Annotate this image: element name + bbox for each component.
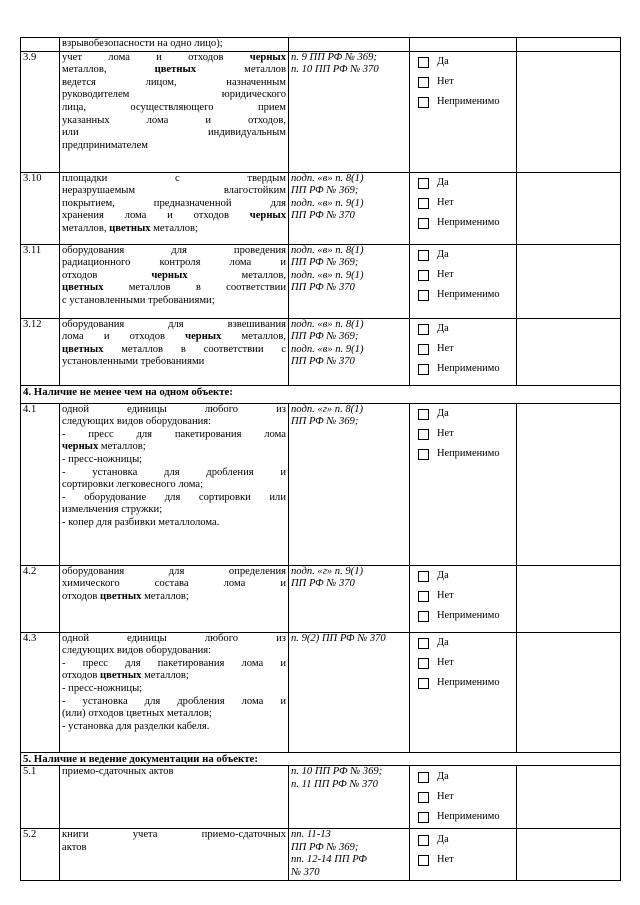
- requirement-text: учет лома и отходов черных металлов, цветных металлов ведется лицом, назначенным руководителем юридического лица, осуществляющего прием указанных лома и отходов, или индивидуальным предпринимателем: [60, 51, 289, 172]
- legal-reference: п. 9(2) ПП РФ № 370: [289, 632, 410, 752]
- checkbox-icon[interactable]: [418, 678, 429, 689]
- table-row: [21, 244, 621, 318]
- checkbox-icon[interactable]: [418, 344, 429, 355]
- checkbox-icon[interactable]: [418, 772, 429, 783]
- legal-reference: п. 10 ПП РФ № 369; п. 11 ПП РФ № 370: [289, 766, 410, 829]
- option-no[interactable]: Нет: [412, 787, 514, 807]
- checkbox-icon[interactable]: [418, 178, 429, 189]
- notes-cell[interactable]: [517, 318, 621, 385]
- option-no[interactable]: Нет: [412, 73, 514, 93]
- answer-options: [410, 244, 517, 318]
- row-number: 4.2: [21, 565, 60, 632]
- section-header-row: [21, 752, 621, 766]
- notes-cell: [517, 38, 621, 52]
- legal-reference: п. 9 ПП РФ № 369; п. 10 ПП РФ № 370: [289, 51, 410, 172]
- checkbox-icon[interactable]: [418, 611, 429, 622]
- option-yes[interactable]: Да: [412, 830, 514, 850]
- checkbox-icon[interactable]: [418, 449, 429, 460]
- option-no[interactable]: Нет: [412, 425, 514, 445]
- option-not-applicable[interactable]: Неприменимо: [412, 674, 514, 694]
- table-row: [21, 38, 621, 52]
- row-number: 5.1: [21, 766, 60, 829]
- answer-options: [410, 829, 517, 880]
- checkbox-icon[interactable]: [418, 198, 429, 209]
- option-yes[interactable]: Да: [412, 567, 514, 587]
- option-yes[interactable]: Да: [412, 767, 514, 787]
- notes-cell[interactable]: [517, 403, 621, 565]
- section-header-row: [21, 385, 621, 403]
- checkbox-icon[interactable]: [418, 324, 429, 335]
- inspection-checklist-table: [20, 37, 621, 881]
- legal-reference: пп. 11-13 ПП РФ № 369; пп. 12-14 ПП РФ № 370: [289, 829, 410, 880]
- answer-options: [410, 403, 517, 565]
- row-number: 4.1: [21, 403, 60, 565]
- row-number: 3.10: [21, 172, 60, 244]
- table-row: [21, 318, 621, 385]
- answer-options: [410, 632, 517, 752]
- checkbox-icon[interactable]: [418, 409, 429, 420]
- checkbox-icon[interactable]: [418, 218, 429, 229]
- row-number: 4.3: [21, 632, 60, 752]
- option-not-applicable[interactable]: Неприменимо: [412, 807, 514, 827]
- table-row: [21, 51, 621, 172]
- legal-reference: подп. «в» п. 8(1) ПП РФ № 369; подп. «в» п. 9(1) ПП РФ № 370: [289, 318, 410, 385]
- legal-reference: подп. «в» п. 8(1) ПП РФ № 369; подп. «в» п. 9(1) ПП РФ № 370: [289, 244, 410, 318]
- requirement-text: площадки с твердым неразрушаемым влагостойким покрытием, предназначенной для хранения лома и отходов черных металлов, цветных металлов;: [60, 172, 289, 244]
- legal-reference: подп. «г» п. 8(1) ПП РФ № 369;: [289, 403, 410, 565]
- option-yes[interactable]: Да: [412, 320, 514, 340]
- section-title: 5. Наличие и ведение документации на объекте:: [21, 752, 621, 766]
- option-yes[interactable]: Да: [412, 634, 514, 654]
- table-row: [21, 766, 621, 829]
- checkbox-icon[interactable]: [418, 250, 429, 261]
- checkbox-icon[interactable]: [418, 812, 429, 823]
- notes-cell[interactable]: [517, 172, 621, 244]
- checkbox-icon[interactable]: [418, 77, 429, 88]
- table-row: [21, 829, 621, 880]
- row-number: [21, 38, 60, 52]
- table-row: [21, 172, 621, 244]
- section-title: 4. Наличие не менее чем на одном объекте:: [21, 385, 621, 403]
- checkbox-icon[interactable]: [418, 792, 429, 803]
- checkbox-icon[interactable]: [418, 855, 429, 866]
- option-no[interactable]: Нет: [412, 266, 514, 286]
- option-not-applicable[interactable]: Неприменимо: [412, 607, 514, 627]
- requirement-text: оборудования для проведения радиационного контроля лома и отходов черных металлов, цветных металлов в соответствии с установленными требованиями;: [60, 244, 289, 318]
- table-row: [21, 565, 621, 632]
- row-number: 5.2: [21, 829, 60, 880]
- notes-cell[interactable]: [517, 244, 621, 318]
- option-yes[interactable]: Да: [412, 405, 514, 425]
- checkbox-icon[interactable]: [418, 835, 429, 846]
- option-yes[interactable]: Да: [412, 53, 514, 73]
- option-no[interactable]: Нет: [412, 850, 514, 870]
- checkbox-icon[interactable]: [418, 290, 429, 301]
- checkbox-icon[interactable]: [418, 57, 429, 68]
- legal-reference: подп. «г» п. 9(1) ПП РФ № 370: [289, 565, 410, 632]
- option-no[interactable]: Нет: [412, 340, 514, 360]
- requirement-text: оборудования для определения химического состава лома и отходов цветных металлов;: [60, 565, 289, 632]
- option-yes[interactable]: Да: [412, 174, 514, 194]
- row-number: 3.11: [21, 244, 60, 318]
- option-not-applicable[interactable]: Неприменимо: [412, 214, 514, 234]
- answer-options: [410, 766, 517, 829]
- requirement-text: одной единицы любого из следующих видов оборудования: - пресс для пакетирования лома и отходов цветных металлов; - пресс-ножницы; - установка для дробления лома и (или) отходов цветных металлов; - установка для разделки кабеля.: [60, 632, 289, 752]
- option-not-applicable[interactable]: Неприменимо: [412, 286, 514, 306]
- option-no[interactable]: Нет: [412, 654, 514, 674]
- requirement-text: взрывобезопасности на одно лицо);: [60, 38, 289, 52]
- answer-options: [410, 51, 517, 172]
- checkbox-icon[interactable]: [418, 571, 429, 582]
- legal-reference: подп. «в» п. 8(1) ПП РФ № 369; подп. «в» п. 9(1) ПП РФ № 370: [289, 172, 410, 244]
- requirement-text: одной единицы любого из следующих видов оборудования: - пресс для пакетирования лома черных металлов; - пресс-ножницы; - установка для дробления и сортировки легковесного лома; - оборудование для сортировки или измельчения стружки; - копер для разбивки металлолома.: [60, 403, 289, 565]
- checkbox-icon[interactable]: [418, 364, 429, 375]
- answer-options: [410, 172, 517, 244]
- notes-cell[interactable]: [517, 51, 621, 172]
- notes-cell[interactable]: [517, 766, 621, 829]
- row-number: 3.9: [21, 51, 60, 172]
- notes-cell[interactable]: [517, 829, 621, 880]
- answer-options: [410, 38, 517, 52]
- notes-cell[interactable]: [517, 632, 621, 752]
- checkbox-icon[interactable]: [418, 591, 429, 602]
- checkbox-icon[interactable]: [418, 270, 429, 281]
- requirement-text: приемо-сдаточных актов: [60, 766, 289, 829]
- checkbox-icon[interactable]: [418, 97, 429, 108]
- requirement-text: книги учета приемо-сдаточных актов: [60, 829, 289, 880]
- option-yes[interactable]: Да: [412, 246, 514, 266]
- checkbox-icon[interactable]: [418, 429, 429, 440]
- answer-options: [410, 565, 517, 632]
- requirement-text: оборудования для взвешивания лома и отходов черных металлов, цветных металлов в соответствии с установленными требованиями: [60, 318, 289, 385]
- table-row: [21, 403, 621, 565]
- table-row: [21, 632, 621, 752]
- checkbox-icon[interactable]: [418, 638, 429, 649]
- legal-reference: [289, 38, 410, 52]
- option-not-applicable[interactable]: Неприменимо: [412, 93, 514, 113]
- checkbox-icon[interactable]: [418, 658, 429, 669]
- answer-options: [410, 318, 517, 385]
- row-number: 3.12: [21, 318, 60, 385]
- option-no[interactable]: Нет: [412, 587, 514, 607]
- notes-cell[interactable]: [517, 565, 621, 632]
- option-not-applicable[interactable]: Неприменимо: [412, 360, 514, 380]
- option-no[interactable]: Нет: [412, 194, 514, 214]
- option-not-applicable[interactable]: Неприменимо: [412, 445, 514, 465]
